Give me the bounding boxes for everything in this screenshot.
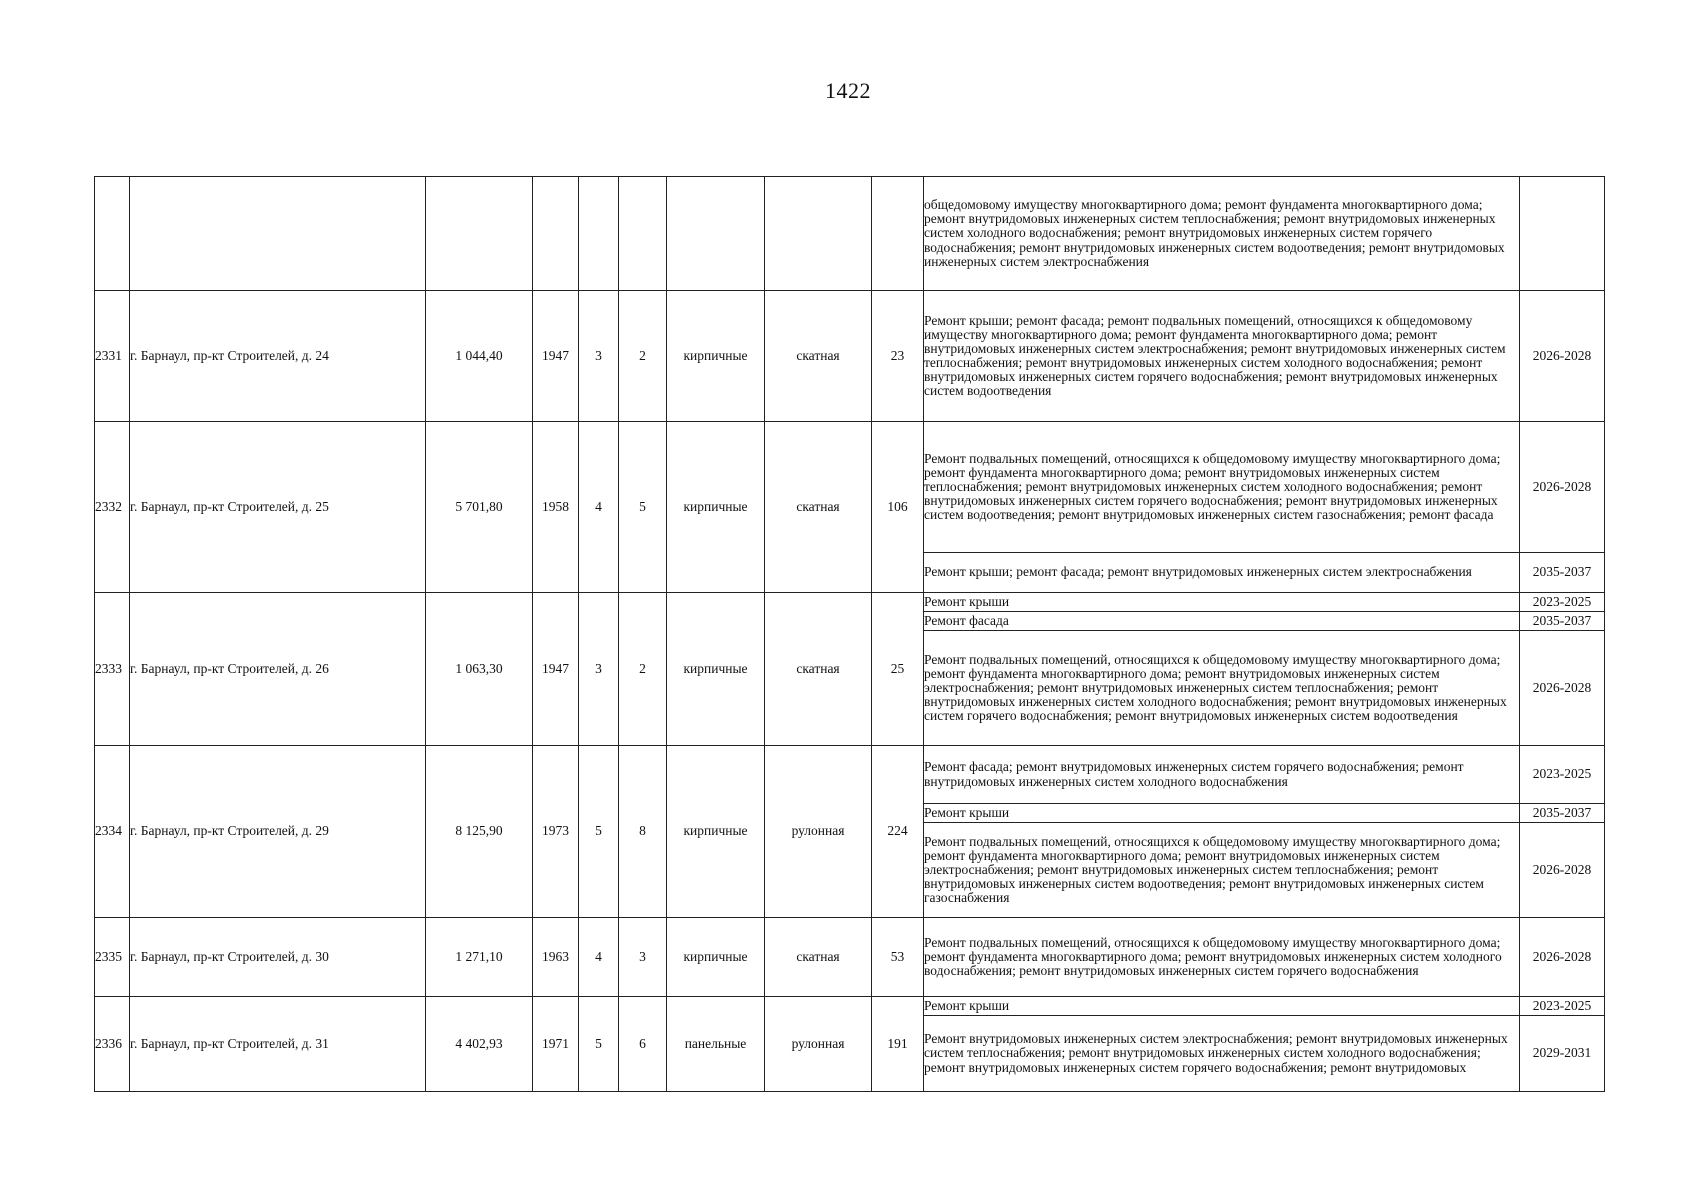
table-row [95, 997, 1605, 1016]
table-row [95, 918, 1605, 997]
row-number: 2334 [95, 746, 130, 918]
row-number: 2333 [95, 593, 130, 746]
work-description: Ремонт подвальных помещений, относящихся к общедомовому имуществу многоквартирного дома; ремонт фундамента многоквартирного дома; ремонт внутридомовых инженерных систем электроснабжения; ремонт внутридомовых инженерных систем теплоснабжения; ремонт внутридомовых инженерных систем холодного водоснабжения; ремонт внутридомовых инженерных систем горячего водоснабжения; ремонт внутридомовых инженерных систем водоотведения [924, 631, 1520, 746]
address-cell: г. Барнаул, пр-кт Строителей, д. 25 [130, 422, 426, 593]
residents-cell [872, 177, 924, 291]
repair-period: 2035-2037 [1520, 612, 1605, 631]
year-cell: 1971 [533, 997, 579, 1092]
repair-period: 2023-2025 [1520, 997, 1605, 1016]
work-description: Ремонт крыши [924, 997, 1520, 1016]
walls-cell [667, 177, 765, 291]
repair-period: 2035-2037 [1520, 553, 1605, 593]
roof-cell: скатная [765, 422, 872, 593]
floors-cell [579, 177, 619, 291]
area-cell: 1 271,10 [426, 918, 533, 997]
table-row [95, 593, 1605, 612]
work-description: Ремонт крыши [924, 804, 1520, 823]
year-cell: 1973 [533, 746, 579, 918]
work-description: Ремонт крыши; ремонт фасада; ремонт внутридомовых инженерных систем электроснабжения [924, 553, 1520, 593]
entrances-cell: 8 [619, 746, 667, 918]
work-description: Ремонт фасада; ремонт внутридомовых инженерных систем горячего водоснабжения; ремонт внутридомовых инженерных систем холодного водоснабжения [924, 746, 1520, 804]
entrances-cell: 2 [619, 291, 667, 422]
address-cell: г. Барнаул, пр-кт Строителей, д. 30 [130, 918, 426, 997]
repair-period: 2026-2028 [1520, 631, 1605, 746]
walls-cell: кирпичные [667, 918, 765, 997]
address-cell [130, 177, 426, 291]
work-description: Ремонт подвальных помещений, относящихся к общедомовому имуществу многоквартирного дома; ремонт фундамента многоквартирного дома; ремонт внутридомовых инженерных систем электроснабжения; ремонт внутридомовых инженерных систем теплоснабжения; ремонт внутридомовых инженерных систем водоотведения; ремонт внутридомовых инженерных систем газоснабжения [924, 823, 1520, 918]
floors-cell: 5 [579, 997, 619, 1092]
repair-period: 2023-2025 [1520, 593, 1605, 612]
entrances-cell: 5 [619, 422, 667, 593]
roof-cell: скатная [765, 593, 872, 746]
table-body [95, 177, 1605, 1092]
repair-period: 2029-2031 [1520, 1016, 1605, 1092]
row-number: 2331 [95, 291, 130, 422]
walls-cell: кирпичные [667, 422, 765, 593]
repair-period: 2026-2028 [1520, 291, 1605, 422]
address-cell: г. Барнаул, пр-кт Строителей, д. 26 [130, 593, 426, 746]
year-cell: 1963 [533, 918, 579, 997]
roof-cell: скатная [765, 291, 872, 422]
capital-repair-table [94, 176, 1605, 1092]
work-description: Ремонт подвальных помещений, относящихся к общедомовому имуществу многоквартирного дома; ремонт фундамента многоквартирного дома; ремонт внутридомовых инженерных систем холодного водоснабжения; ремонт внутридомовых инженерных систем горячего водоснабжения [924, 918, 1520, 997]
floors-cell: 4 [579, 422, 619, 593]
table-row [95, 746, 1605, 804]
row-number: 2336 [95, 997, 130, 1092]
floors-cell: 5 [579, 746, 619, 918]
floors-cell: 4 [579, 918, 619, 997]
row-number: 2332 [95, 422, 130, 593]
roof-cell: рулонная [765, 746, 872, 918]
work-description: Ремонт подвальных помещений, относящихся к общедомовому имуществу многоквартирного дома; ремонт фундамента многоквартирного дома; ремонт внутридомовых инженерных систем теплоснабжения; ремонт внутридомовых инженерных систем холодного водоснабжения; ремонт внутридомовых инженерных систем горячего водоснабжения; ремонт внутридомовых инженерных систем водоотведения; ремонт внутридомовых инженерных систем газоснабжения; ремонт фасада [924, 422, 1520, 553]
residents-cell: 191 [872, 997, 924, 1092]
table-row [95, 422, 1605, 553]
address-cell: г. Барнаул, пр-кт Строителей, д. 31 [130, 997, 426, 1092]
page-number: 1422 [825, 78, 871, 103]
year-cell: 1958 [533, 422, 579, 593]
repair-period: 2026-2028 [1520, 422, 1605, 553]
repair-period: 2026-2028 [1520, 823, 1605, 918]
year-cell: 1947 [533, 593, 579, 746]
residents-cell: 106 [872, 422, 924, 593]
entrances-cell: 3 [619, 918, 667, 997]
entrances-cell: 2 [619, 593, 667, 746]
area-cell: 8 125,90 [426, 746, 533, 918]
repair-period [1520, 177, 1605, 291]
year-cell: 1947 [533, 291, 579, 422]
repair-period: 2023-2025 [1520, 746, 1605, 804]
residents-cell: 23 [872, 291, 924, 422]
residents-cell: 224 [872, 746, 924, 918]
row-number [95, 177, 130, 291]
roof-cell [765, 177, 872, 291]
walls-cell: панельные [667, 997, 765, 1092]
work-description: общедомовому имуществу многоквартирного дома; ремонт фундамента многоквартирного дома; ремонт внутридомовых инженерных систем теплоснабжения; ремонт внутридомовых инженерных систем холодного водоснабжения; ремонт внутридомовых инженерных систем горячего водоснабжения; ремонт внутридомовых инженерных систем водоотведения; ремонт внутридомовых инженерных систем электроснабжения [924, 177, 1520, 291]
area-cell: 5 701,80 [426, 422, 533, 593]
repair-period: 2035-2037 [1520, 804, 1605, 823]
residents-cell: 25 [872, 593, 924, 746]
work-description: Ремонт фасада [924, 612, 1520, 631]
walls-cell: кирпичные [667, 746, 765, 918]
residents-cell: 53 [872, 918, 924, 997]
entrances-cell [619, 177, 667, 291]
entrances-cell: 6 [619, 997, 667, 1092]
work-description: Ремонт внутридомовых инженерных систем электроснабжения; ремонт внутридомовых инженерных систем теплоснабжения; ремонт внутридомовых инженерных систем холодного водоснабжения; ремонт внутридомовых инженерных систем горячего водоснабжения; ремонт внутридомовых [924, 1016, 1520, 1092]
area-cell: 4 402,93 [426, 997, 533, 1092]
table-row [95, 177, 1605, 291]
walls-cell: кирпичные [667, 593, 765, 746]
floors-cell: 3 [579, 291, 619, 422]
repair-period: 2026-2028 [1520, 918, 1605, 997]
work-description: Ремонт крыши; ремонт фасада; ремонт подвальных помещений, относящихся к общедомовому имуществу многоквартирного дома; ремонт фундамента многоквартирного дома; ремонт внутридомовых инженерных систем электроснабжения; ремонт внутридомовых инженерных систем теплоснабжения; ремонт внутридомовых инженерных систем холодного водоснабжения; ремонт внутридомовых инженерных систем горячего водоснабжения; ремонт внутридомовых инженерных систем водоотведения [924, 291, 1520, 422]
year-cell [533, 177, 579, 291]
roof-cell: рулонная [765, 997, 872, 1092]
table-row [95, 291, 1605, 422]
area-cell: 1 044,40 [426, 291, 533, 422]
row-number: 2335 [95, 918, 130, 997]
address-cell: г. Барнаул, пр-кт Строителей, д. 29 [130, 746, 426, 918]
walls-cell: кирпичные [667, 291, 765, 422]
area-cell: 1 063,30 [426, 593, 533, 746]
roof-cell: скатная [765, 918, 872, 997]
area-cell [426, 177, 533, 291]
address-cell: г. Барнаул, пр-кт Строителей, д. 24 [130, 291, 426, 422]
floors-cell: 3 [579, 593, 619, 746]
work-description: Ремонт крыши [924, 593, 1520, 612]
